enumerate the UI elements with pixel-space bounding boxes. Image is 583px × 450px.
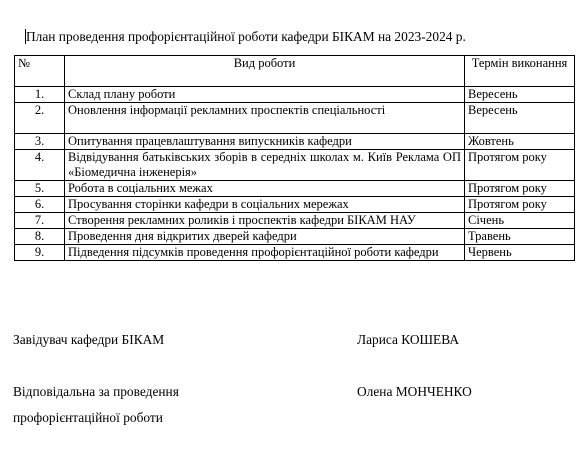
row-number: 5. [15,181,65,197]
row-work: Склад плану роботи [65,87,465,103]
row-number: 1. [15,87,65,103]
row-term: Червень [465,245,575,261]
responsible-person-label-line2: профорієнтаційної роботи [13,410,163,425]
row-term: Травень [465,229,575,245]
table-row [15,134,575,150]
row-number: 9. [15,245,65,261]
header-term: Термін виконання [465,56,575,87]
header-work-type: Вид роботи [65,56,465,87]
row-term: Вересень [465,103,575,134]
table-row [15,150,575,181]
table-row [15,245,575,261]
table-row [15,229,575,245]
head-of-department-name: Лариса КОШЕВА [357,332,459,347]
row-term: Протягом року [465,150,575,181]
responsible-person-name: Олена МОНЧЕНКО [357,384,472,399]
table-row [15,87,575,103]
header-number: № [15,56,65,87]
responsible-person-label: Відповідальна за проведення [13,384,179,399]
row-work: Робота в соціальних межах [65,181,465,197]
table-row [15,181,575,197]
row-term: Вересень [465,87,575,103]
row-number: 4. [15,150,65,181]
row-work: Оновлення інформації рекламних проспектів спеціальності [65,103,465,134]
row-number: 7. [15,213,65,229]
row-work: Підведення підсумків проведення профорієнтаційної роботи кафедри [65,245,465,261]
plan-table [14,55,575,261]
table-header-row [15,56,575,87]
row-term: Січень [465,213,575,229]
table-row [15,103,575,134]
row-work: Просування сторінки кафедри в соціальних мережах [65,197,465,213]
row-number: 6. [15,197,65,213]
row-term: Протягом року [465,197,575,213]
row-term: Жовтень [465,134,575,150]
row-number: 2. [15,103,65,134]
row-number: 8. [15,229,65,245]
row-work: Створення рекламних роликів і проспектів кафедри БІКАМ НАУ [65,213,465,229]
row-term: Протягом року [465,181,575,197]
row-work: Опитування працевлаштування випускників кафедри [65,134,465,150]
table-row [15,197,575,213]
row-work: Проведення дня відкритих дверей кафедри [65,229,465,245]
row-work: Відвідування батьківських зборів в середніх школах м. Київ Реклама ОП «Біомедична інженерія» [65,150,465,181]
row-number: 3. [15,134,65,150]
document-title: План проведення профорієнтаційної роботи кафедри БІКАМ на 2023-2024 р. [26,29,466,44]
head-of-department-label: Завідувач кафедри БІКАМ [13,332,165,347]
table-row [15,213,575,229]
